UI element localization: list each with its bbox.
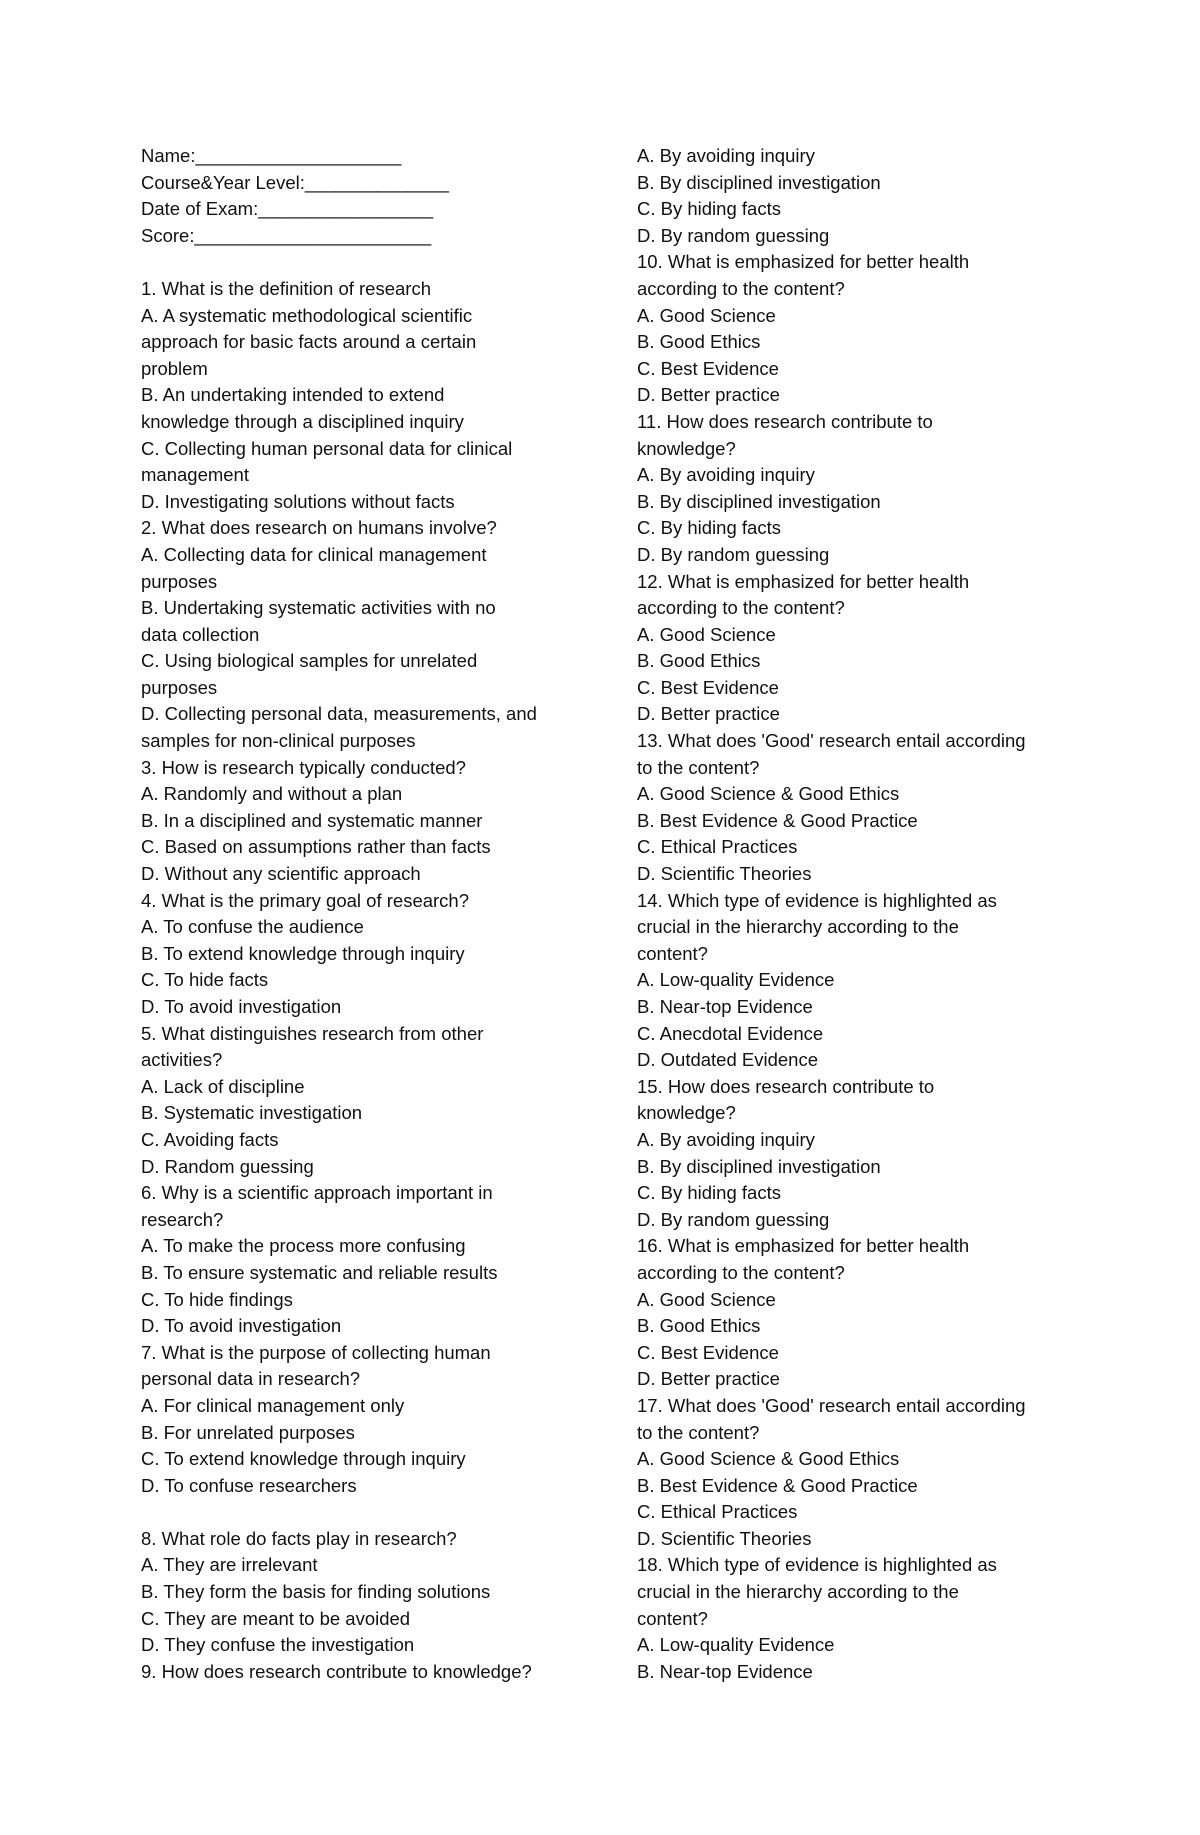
spacer <box>141 1499 621 1526</box>
answer-option-line: C. Ethical Practices <box>637 1501 798 1523</box>
answer-option-line: B. By disciplined investigation <box>637 490 881 512</box>
question-line: 10. What is emphasized for better health <box>637 251 970 273</box>
left-question-list <box>141 276 621 1685</box>
answer-option-line: B. Good Ethics <box>637 650 761 672</box>
right-column <box>637 143 1077 1685</box>
answer-option-line: C. To extend knowledge through inquiry <box>141 1448 466 1470</box>
text-line: according to the content? <box>637 1261 845 1283</box>
question-line: 4. What is the primary goal of research? <box>141 889 470 911</box>
question-line: 9. How does research contribute to knowledge? <box>141 1660 532 1682</box>
text-line: content? <box>637 1607 708 1629</box>
answer-option-line: B. Near-top Evidence <box>637 996 813 1017</box>
answer-option-line: A. By avoiding inquiry <box>637 145 815 166</box>
answer-option-line: A. They are irrelevant <box>141 1554 318 1576</box>
answer-option-line: D. Scientific Theories <box>637 1527 812 1549</box>
answer-option-line: C. Best Evidence <box>637 357 779 379</box>
answer-option-line: B. An undertaking intended to extend <box>141 384 445 406</box>
answer-option-line: C. Ethical Practices <box>637 836 798 858</box>
answer-option-line: A. To make the process more confusing <box>141 1235 466 1257</box>
question-line: 8. What role do facts play in research? <box>141 1527 457 1549</box>
text-line: management <box>141 464 249 486</box>
answer-option-line: D. Outdated Evidence <box>637 1049 818 1071</box>
answer-option-line: C. To hide findings <box>141 1288 293 1310</box>
answer-option-line: A. For clinical management only <box>141 1394 405 1416</box>
question-line: 12. What is emphasized for better health <box>637 570 970 592</box>
answer-option-line: B. To extend knowledge through inquiry <box>141 942 465 964</box>
question-line: 14. Which type of evidence is highlighted as <box>637 889 997 911</box>
answer-option-line: D. Better practice <box>637 384 780 406</box>
answer-option-line: A. Good Science <box>637 623 776 645</box>
answer-option-line: A. To confuse the audience <box>141 916 364 938</box>
answer-option-line: A. Low-quality Evidence <box>637 1634 835 1656</box>
question-line: 2. What does research on humans involve? <box>141 517 497 539</box>
answer-option-line: A. Lack of discipline <box>141 1075 305 1097</box>
answer-option-line: A. Collecting data for clinical management <box>141 543 487 565</box>
question-line: 15. How does research contribute to <box>637 1075 935 1097</box>
answer-option-line: B. They form the basis for finding solutions <box>141 1581 491 1603</box>
answer-option-line: D. By random guessing <box>637 224 830 246</box>
text-line: activities? <box>141 1049 223 1071</box>
question-line: 5. What distinguishes research from other <box>141 1022 484 1044</box>
text-line: purposes <box>141 676 218 698</box>
answer-option-line: C. By hiding facts <box>637 1182 781 1204</box>
answer-option-line: D. Better practice <box>637 703 780 725</box>
answer-option-line: C. By hiding facts <box>637 198 781 220</box>
answer-option-line: A. Low-quality Evidence <box>637 969 835 991</box>
answer-option-line: B. Good Ethics <box>637 331 761 353</box>
answer-option-line: C. Best Evidence <box>637 1341 779 1363</box>
answer-option-line: D. To confuse researchers <box>141 1474 357 1496</box>
answer-option-line: A. By avoiding inquiry <box>637 1128 815 1150</box>
answer-option-line: B. By disciplined investigation <box>637 171 881 193</box>
text-line: knowledge? <box>637 437 736 459</box>
answer-option-line: A. Good Science & Good Ethics <box>637 783 900 805</box>
question-line: 6. Why is a scientific approach important in <box>141 1182 493 1204</box>
answer-option-line: C. Collecting human personal data for clinical <box>141 437 513 459</box>
text-line: to the content? <box>637 1421 760 1443</box>
text-line: samples for non-clinical purposes <box>141 730 416 752</box>
answer-option-line: A. By avoiding inquiry <box>637 464 815 486</box>
text-line: research? <box>141 1208 224 1230</box>
answer-option-line: C. Best Evidence <box>637 676 779 698</box>
answer-option-line: C. By hiding facts <box>637 517 781 539</box>
answer-option-line: A. A systematic methodological scientific <box>141 304 473 326</box>
text-line: crucial in the hierarchy according to the <box>637 916 959 938</box>
answer-option-line: B. Undertaking systematic activities with no <box>141 597 496 619</box>
answer-option-line: C. To hide facts <box>141 969 269 991</box>
answer-option-line: A. Randomly and without a plan <box>141 783 403 805</box>
answer-option-line: B. To ensure systematic and reliable results <box>141 1261 498 1283</box>
answer-option-line: D. Collecting personal data, measurements, and <box>141 703 537 725</box>
answer-option-line: B. Best Evidence & Good Practice <box>637 1474 918 1496</box>
answer-option-line: B. Near-top Evidence <box>637 1660 813 1682</box>
question-line: 7. What is the purpose of collecting human <box>141 1341 491 1363</box>
answer-option-line: C. Anecdotal Evidence <box>637 1022 824 1044</box>
answer-option-line: D. By random guessing <box>637 543 830 565</box>
answer-option-line: D. To avoid investigation <box>141 996 342 1017</box>
text-line: data collection <box>141 623 260 645</box>
answer-option-line: D. Without any scientific approach <box>141 863 421 885</box>
answer-option-line: D. Investigating solutions without facts <box>141 490 455 512</box>
text-line: according to the content? <box>637 277 845 299</box>
answer-option-line: D. Random guessing <box>141 1155 314 1177</box>
text-line: purposes <box>141 570 218 592</box>
question-line: 11. How does research contribute to <box>637 410 933 432</box>
course-year-field-label: Course&Year Level:______________ <box>141 171 449 193</box>
question-line: 1. What is the definition of research <box>141 277 431 299</box>
question-line: 13. What does 'Good' research entail according <box>637 730 1026 752</box>
answer-option-line: A. Good Science & Good Ethics <box>637 1448 900 1470</box>
answer-option-line: B. Good Ethics <box>637 1315 761 1337</box>
spacer <box>141 249 621 276</box>
text-line: according to the content? <box>637 597 845 619</box>
answer-option-line: C. Based on assumptions rather than facts <box>141 836 491 858</box>
answer-option-line: D. By random guessing <box>637 1208 830 1230</box>
question-line: 18. Which type of evidence is highlighted as <box>637 1554 997 1576</box>
text-line: knowledge through a disciplined inquiry <box>141 410 464 432</box>
question-line: 16. What is emphasized for better health <box>637 1235 970 1257</box>
answer-option-line: B. For unrelated purposes <box>141 1421 355 1443</box>
left-column <box>141 143 621 1685</box>
answer-option-line: A. Good Science <box>637 304 776 326</box>
right-question-list <box>637 143 1077 1685</box>
answer-option-line: D. To avoid investigation <box>141 1315 342 1337</box>
answer-option-line: D. Better practice <box>637 1368 780 1390</box>
score-field-label: Score:_______________________ <box>141 224 432 246</box>
text-line: personal data in research? <box>141 1368 361 1390</box>
answer-option-line: C. Avoiding facts <box>141 1128 279 1150</box>
text-line: knowledge? <box>637 1102 736 1124</box>
answer-option-line: A. Good Science <box>637 1288 776 1310</box>
answer-option-line: B. In a disciplined and systematic manner <box>141 809 483 831</box>
question-line: 3. How is research typically conducted? <box>141 756 466 778</box>
question-line: 17. What does 'Good' research entail according <box>637 1394 1026 1416</box>
answer-option-line: B. By disciplined investigation <box>637 1155 881 1177</box>
text-line: crucial in the hierarchy according to the <box>637 1581 959 1603</box>
answer-option-line: B. Best Evidence & Good Practice <box>637 809 918 831</box>
answer-option-line: D. They confuse the investigation <box>141 1634 415 1656</box>
date-of-exam-field-label: Date of Exam:_________________ <box>141 198 434 220</box>
answer-option-line: C. Using biological samples for unrelated <box>141 650 478 672</box>
answer-option-line: D. Scientific Theories <box>637 863 812 885</box>
answer-option-line: B. Systematic investigation <box>141 1102 363 1124</box>
text-line: problem <box>141 357 208 379</box>
answer-option-line: C. They are meant to be avoided <box>141 1607 411 1629</box>
text-line: to the content? <box>637 756 760 778</box>
text-line: approach for basic facts around a certain <box>141 331 477 353</box>
name-field-label: Name:____________________ <box>141 145 402 166</box>
text-line: content? <box>637 942 708 964</box>
